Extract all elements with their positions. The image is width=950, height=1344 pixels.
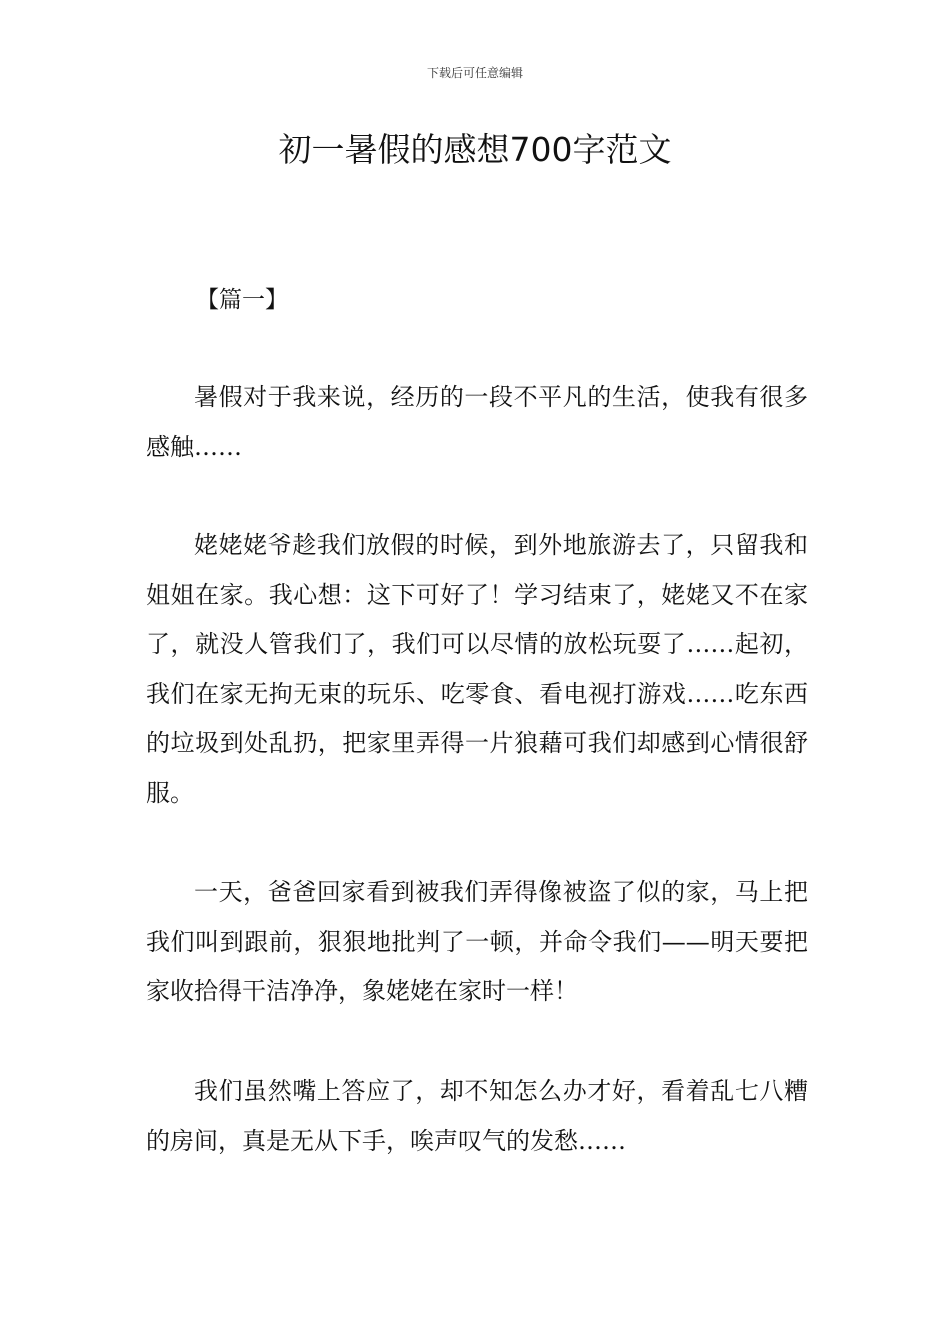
paragraph-1: 暑假对于我来说，经历的一段不平凡的生活，使我有很多感触…… [146, 383, 808, 461]
page-header-note: 下载后可任意编辑 [426, 66, 523, 80]
document-title: 初一暑假的感想700字范文 [278, 130, 672, 169]
section-label: 【篇一】 [196, 287, 288, 313]
paragraph-3: 一天，爸爸回家看到被我们弄得像被盗了似的家，马上把我们叫到跟前，狠狠地批判了一顿，并命令我们——明天要把家收拾得干洁净净，象姥姥在家时一样！ [146, 878, 808, 1005]
paragraph-2: 姥姥姥爷趁我们放假的时候，到外地旅游去了，只留我和姐姐在家。我心想：这下可好了！学习结束了，姥姥又不在家了，就没人管我们了，我们可以尽情的放松玩耍了……起初，我们在家无拘无束的玩乐、吃零食、看电视打游戏……吃东西的垃圾到处乱扔，把家里弄得一片狼藉可我们却感到心情很舒服。 [146, 531, 808, 807]
paragraph-4: 我们虽然嘴上答应了，却不知怎么办才好，看着乱七八糟的房间，真是无从下手，唉声叹气的发愁…… [146, 1077, 808, 1155]
